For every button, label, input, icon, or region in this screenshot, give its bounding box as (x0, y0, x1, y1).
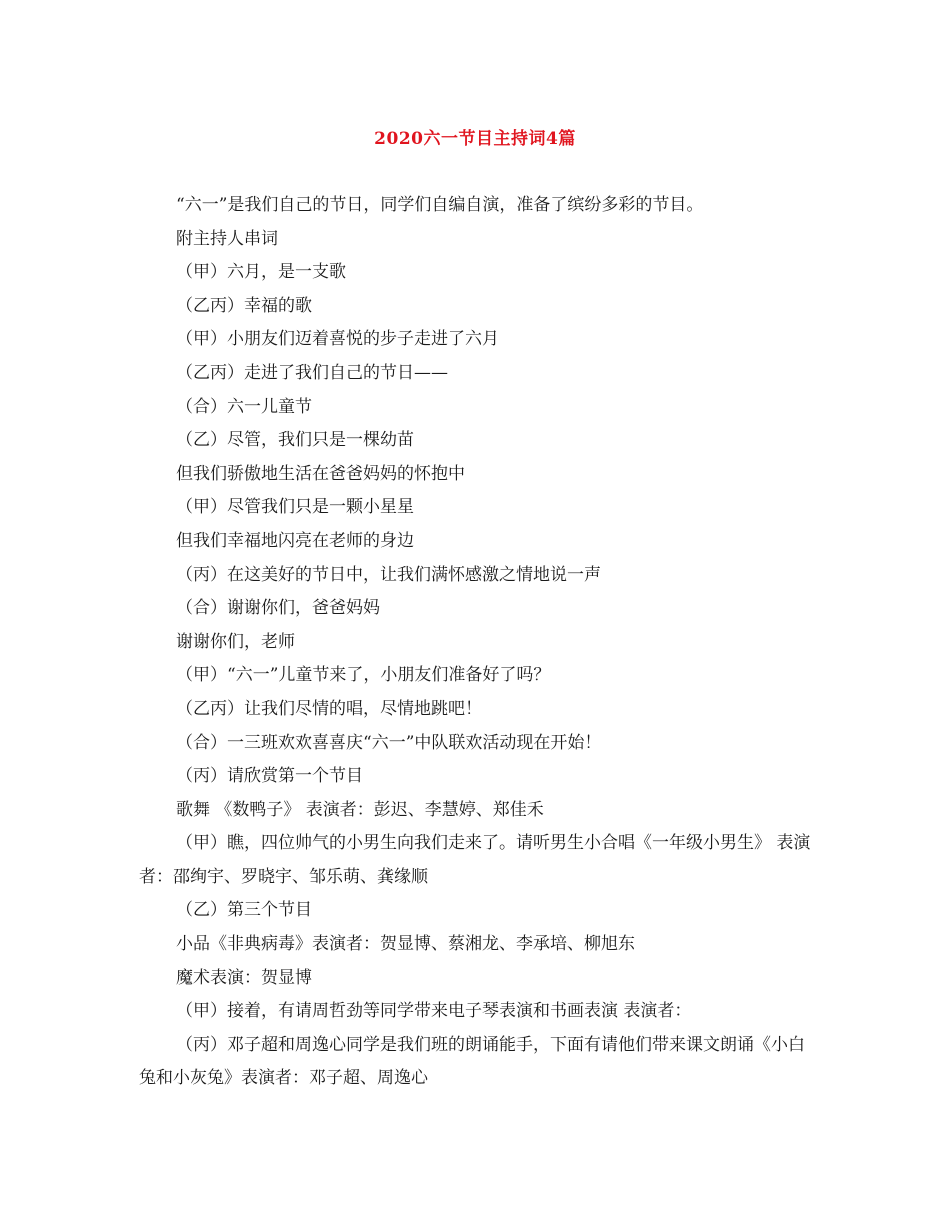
paragraph: 附主持人串词 (176, 228, 278, 249)
paragraph: （乙丙）走进了我们自己的节日—— (176, 362, 448, 383)
paragraph: （乙）第三个节目 (176, 900, 312, 921)
paragraph: （乙丙）让我们尽情的唱，尽情地跳吧！ (176, 698, 482, 719)
paragraph: “六一”是我们自己的节日，同学们自编自演，准备了缤纷多彩的节目。 (176, 195, 704, 215)
paragraph: （丙）邓子超和周逸心同学是我们班的朗诵能手，下面有请他们带来课文朗诵《小白兔和小灰兔》表演者：邓子超、周逸心 (139, 1034, 805, 1089)
paragraph: 魔术表演：贺显博 (176, 967, 312, 988)
paragraph: 歌舞 《数鸭子》 表演者：彭迟、李慧婷、郑佳禾 (176, 799, 544, 820)
paragraph: （合）一三班欢欢喜喜庆“六一”中队联欢活动现在开始！ (176, 732, 602, 753)
document-body (139, 189, 819, 1096)
paragraph: 小品《非典病毒》表演者：贺显博、蔡湘龙、李承培、柳旭东 (176, 934, 635, 955)
paragraph: （甲）六月，是一支歌 (176, 262, 346, 283)
paragraph: （丙）在这美好的节日中，让我们满怀感激之情地说一声 (176, 564, 601, 585)
paragraph: （丙）请欣赏第一个节目 (176, 766, 363, 787)
paragraph: （乙丙）幸福的歌 (176, 295, 312, 316)
paragraph: 谢谢你们，老师 (176, 631, 295, 652)
paragraph: 但我们骄傲地生活在爸爸妈妈的怀抱中 (176, 463, 465, 484)
paragraph: （合）谢谢你们，爸爸妈妈 (176, 598, 380, 619)
document-title: 2020六一节目主持词4篇 (374, 129, 576, 149)
paragraph: 但我们幸福地闪亮在老师的身边 (176, 530, 414, 551)
paragraph: （合）六一儿童节 (176, 396, 312, 417)
paragraph: （甲）接着，有请周哲劲等同学带来电子琴表演和书画表演 表演者： (176, 1001, 692, 1022)
paragraph: （甲）小朋友们迈着喜悦的步子走进了六月 (176, 329, 499, 350)
paragraph: （乙）尽管，我们只是一棵幼苗 (176, 430, 414, 451)
paragraph: （甲）尽管我们只是一颗小星星 (176, 497, 414, 518)
paragraph: （甲）瞧，四位帅气的小男生向我们走来了。请听男生小合唱《一年级小男生》 表演者：邵绚宇、罗晓宇、邹乐萌、龚缘顺 (139, 833, 811, 887)
paragraph: （甲）“六一”儿童节来了，小朋友们准备好了吗？ (176, 665, 551, 686)
